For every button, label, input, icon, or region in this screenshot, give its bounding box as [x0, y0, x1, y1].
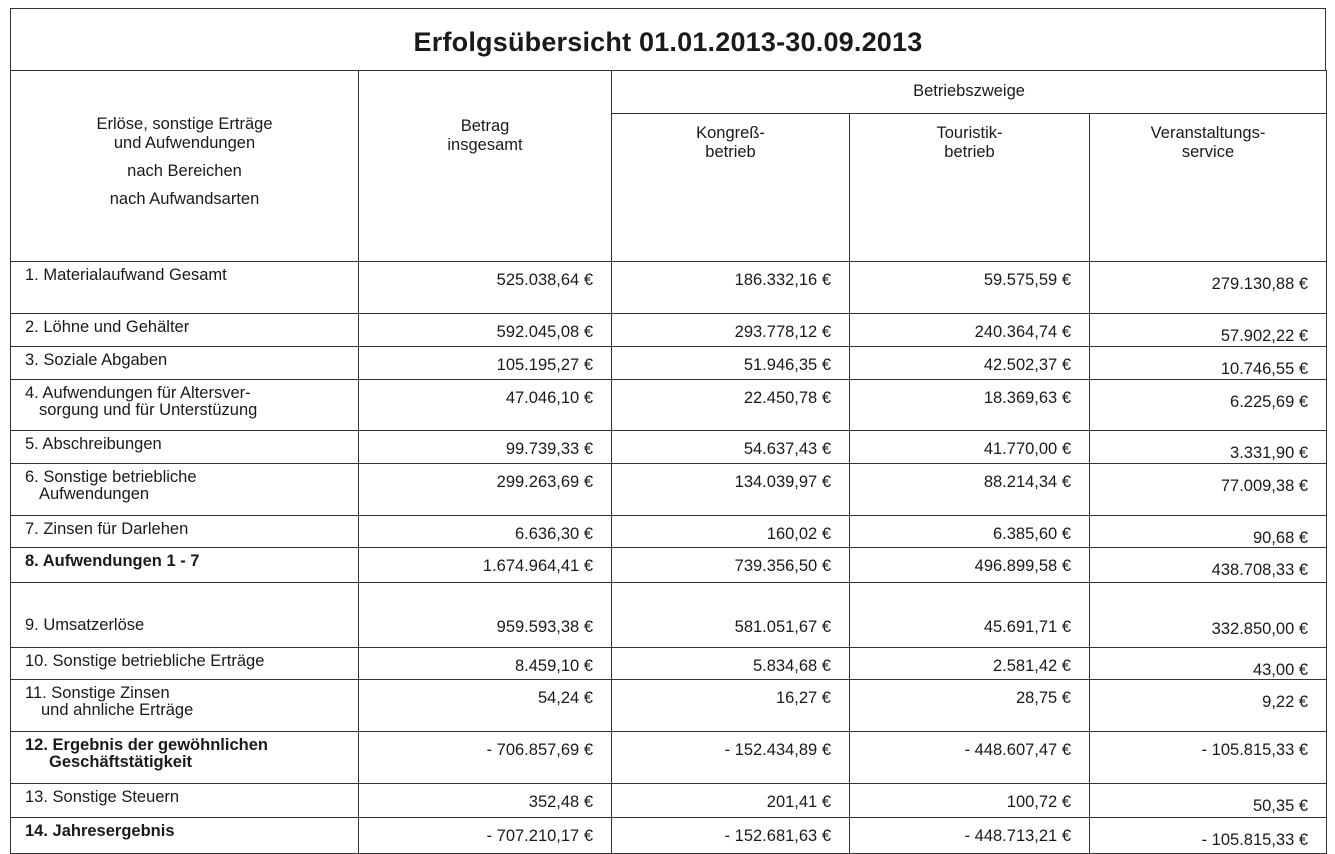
- table-row: 9. Umsatzerlöse 959.593,38 € 581.051,67 € 45.691,71 € 332.850,00 €: [11, 583, 1327, 648]
- header-kongress: Kongreß- betrieb: [612, 113, 850, 261]
- table-row: 13. Sonstige Steuern 352,48 € 201,41 € 100,72 € 50,35 €: [11, 784, 1327, 818]
- header-veranstaltung: Veranstaltungs- service: [1090, 113, 1327, 261]
- table-row: 10. Sonstige betriebliche Erträge 8.459,10 € 5.834,68 € 2.581,42 € 43,00 €: [11, 648, 1327, 680]
- table-row: 3. Soziale Abgaben 105.195,27 € 51.946,35 € 42.502,37 € 10.746,55 €: [11, 347, 1327, 380]
- header-row-1: [11, 71, 1327, 114]
- table-row-subtotal: 8. Aufwendungen 1 - 7 1.674.964,41 € 739.356,50 € 496.899,58 € 438.708,33 €: [11, 548, 1327, 583]
- header-category: Erlöse, sonstige Erträge und Aufwendungen nach Bereichen nach Aufwandsarten: [11, 71, 359, 262]
- table-row: 5. Abschreibungen 99.739,33 € 54.637,43 € 41.770,00 € 3.331,90 €: [11, 431, 1327, 464]
- table-row: 1. Materialaufwand Gesamt 525.038,64 € 186.332,16 € 59.575,59 € 279.130,88 €: [11, 262, 1327, 314]
- header-touristik: Touristik- betrieb: [850, 113, 1090, 261]
- table-row: 6. Sonstige betriebliche Aufwendungen 299.263,69 € 134.039,97 € 88.214,34 € 77.009,38 €: [11, 464, 1327, 516]
- title-box: [10, 8, 1326, 70]
- header-betriebszweige: Betriebszweige: [612, 71, 1327, 114]
- table-row: 4. Aufwendungen für Altersver- sorgung und für Unterstüzung 47.046,10 € 22.450,78 € 18.369,63 € 6.225,69 €: [11, 380, 1327, 431]
- table-row: 11. Sonstige Zinsen und ahnliche Erträge 54,24 € 16,27 € 28,75 € 9,22 €: [11, 680, 1327, 732]
- results-table: [10, 70, 1327, 854]
- table-row-result: 12. Ergebnis der gewöhnlichen Geschäftstätigkeit - 706.857,69 € - 152.434,89 € - 448.607,47 € - 105.815,33 €: [11, 732, 1327, 784]
- table-row-annual-result: 14. Jahresergebnis - 707.210,17 € - 152.681,63 € - 448.713,21 € - 105.815,33 €: [11, 818, 1327, 854]
- header-total: Betrag insgesamt: [359, 71, 612, 262]
- table-row: 7. Zinsen für Darlehen 6.636,30 € 160,02 € 6.385,60 € 90,68 €: [11, 516, 1327, 548]
- page-title: Erfolgsübersicht 01.01.2013-30.09.2013: [413, 27, 923, 57]
- table-row: 2. Löhne und Gehälter 592.045,08 € 293.778,12 € 240.364,74 € 57.902,22 €: [11, 314, 1327, 347]
- document-sheet: [10, 8, 1326, 849]
